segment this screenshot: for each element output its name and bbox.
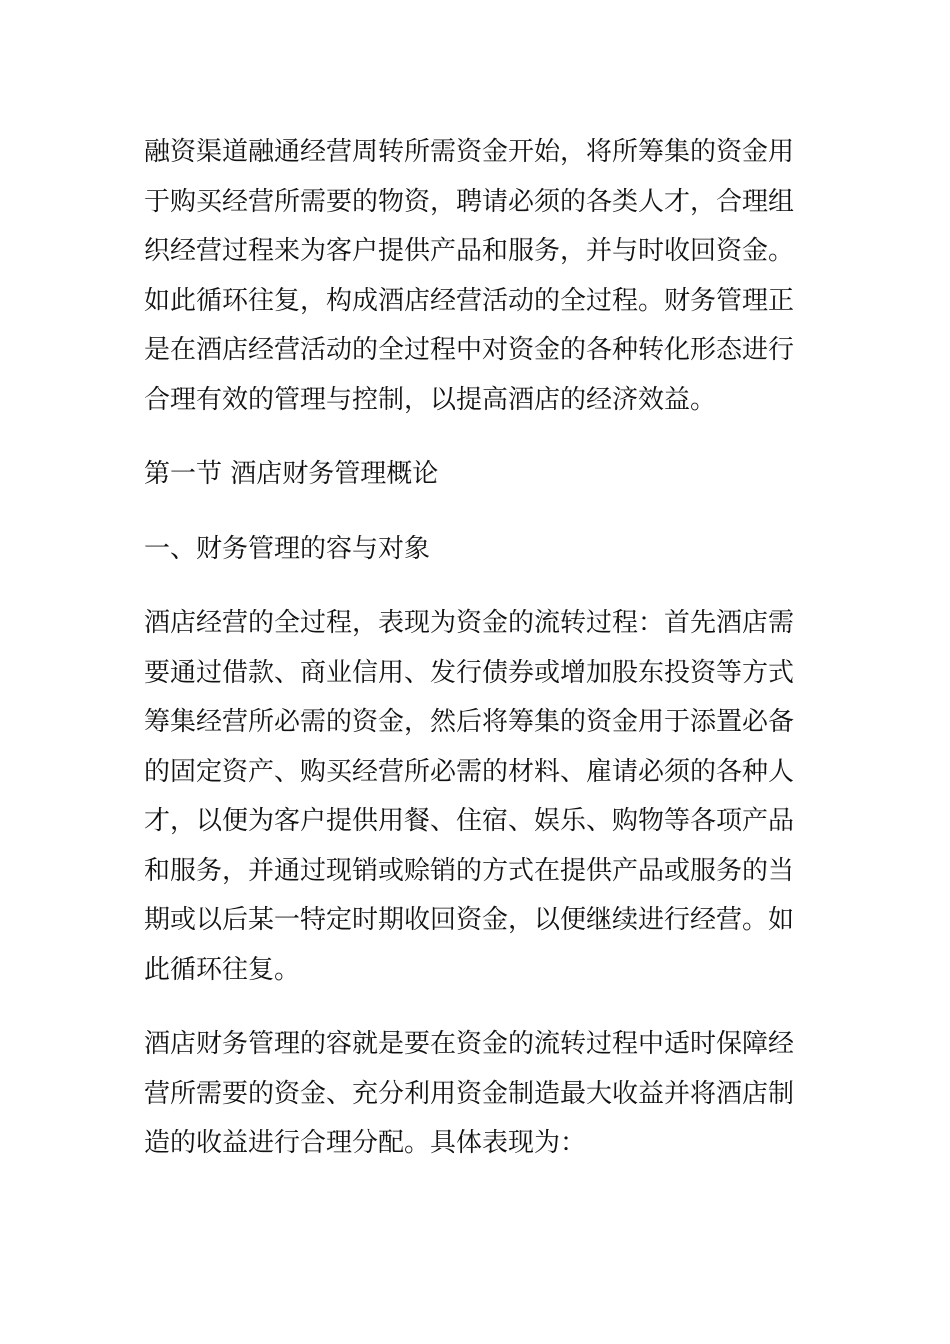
text-line: 酒店经营的全过程，表现为资金的流转过程：首先酒店需 [144, 608, 795, 638]
subsection-title: 一、财务管理的容与对象 [144, 533, 431, 564]
text-line: 如此循环往复，构成酒店经营活动的全过程。财务管理正 [144, 285, 795, 316]
text-line: 要通过借款、商业信用、发行债券或增加股东投资等方式 [144, 657, 795, 688]
text-line: 和服务，并通过现销或赊销的方式在提供产品或服务的当 [144, 855, 795, 886]
text-line: 是在酒店经营活动的全过程中对资金的各种转化形态进行 [144, 335, 795, 365]
paragraph-2 [144, 599, 794, 995]
text-line: 的固定资产、购买经营所必需的材料、雇请必须的各种人 [144, 756, 795, 787]
text-line: 融资渠道融通经营周转所需资金开始，将所筹集的资金用 [144, 137, 795, 167]
text-line: 织经营过程来为客户提供产品和服务，并与时收回资金。 [144, 236, 795, 266]
text-line: 此循环往复。 [144, 954, 301, 985]
section-title: 第一节 酒店财务管理概论 [144, 459, 439, 489]
text-line: 期或以后某一特定时期收回资金，以便继续进行经营。如 [144, 905, 795, 935]
text-line: 造的收益进行合理分配。具体表现为： [144, 1128, 587, 1158]
text-line: 于购买经营所需要的物资，聘请必须的各类人才，合理组 [144, 186, 795, 217]
text-line: 营所需要的资金、充分利用资金制造最大收益并将酒店制 [144, 1078, 795, 1109]
paragraph-1 [144, 128, 794, 425]
text-line: 酒店财务管理的容就是要在资金的流转过程中适时保障经 [144, 1029, 795, 1059]
paragraph-3 [144, 1020, 794, 1169]
text-line: 筹集经营所必需的资金，然后将筹集的资金用于添置必备 [144, 707, 795, 737]
text-line: 合理有效的管理与控制，以提高酒店的经济效益。 [144, 384, 717, 415]
text-line: 才，以便为客户提供用餐、住宿、娱乐、购物等各项产品 [144, 806, 795, 836]
document-body [144, 128, 794, 1194]
